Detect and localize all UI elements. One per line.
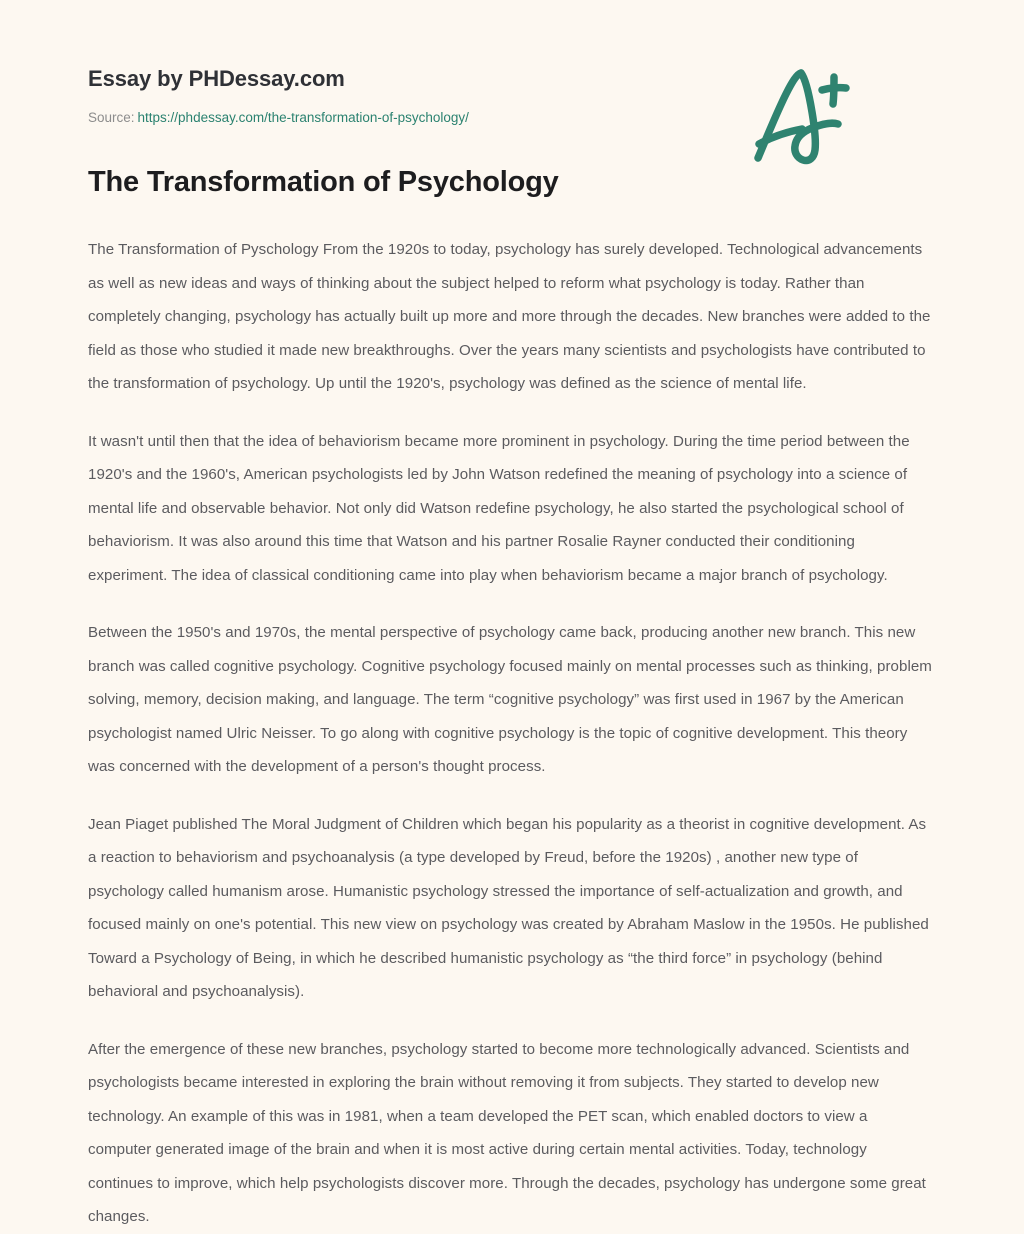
source-label: Source: — [88, 110, 135, 126]
paragraph: Jean Piaget published The Moral Judgment of Children which began his popularity as a theorist in cognitive development. As a reaction to behaviorism and psychoanalysis (a type developed by Freud, before the 1920s) , another new type of psychology called humanism arose. Humanistic psychology stressed the importance of self-actualization and growth, and focused mainly on one's potential. This new view on psychology was created by Abraham Maslow in the 1950s. He published Toward a Psychology of Being, in which he described humanistic psychology as “the third force” in psychology (behind behavioral and psychoanalysis). — [88, 815, 929, 1001]
brand-title: Essay by PHDessay.com — [88, 66, 345, 91]
article — [88, 166, 936, 1234]
paragraph: After the emergence of these new branches, psychology started to become more technologically advanced. Scientists and psychologists became interested in exploring the brain without removing it from subjects. They started to develop new technology. An example of this was in 1981, when a team developed the PET scan, which enabled doctors to view a computer generated image of the brain and when it is most active during certain mental activities. Today, technology continues to improve, which help psychologists discover more. Through the decades, psychology has undergone some great changes. — [88, 1040, 926, 1226]
source-url-link[interactable]: https://phdessay.com/the-transformation-of-psychology/ — [137, 110, 469, 126]
paragraph: The Transformation of Pyschology From the 1920s to today, psychology has surely developed. Technological advancements as well as new ideas and ways of thinking about the subject helped to reform what psychology is today. Rather than completely changing, psychology has actually built up more and more through the decades. New branches were added to the field as those who studied it made new breakthroughs. Over the years many scientists and psychologists have contributed to the transformation of psychology. Up until the 1920's, psychology was defined as the science of mental life. — [88, 241, 931, 393]
paragraph: It wasn't until then that the idea of behaviorism became more prominent in psychology. During the time period between the 1920's and the 1960's, American psychologists led by John Watson redefined the meaning of psychology into a science of mental life and observable behavior. Not only did Watson redefine psychology, he also started the psychological school of behaviorism. It was also around this time that Watson and his partner Rosalie Rayner conducted their conditioning experiment. The idea of classical conditioning came into play when behaviorism became a major branch of psychology. — [88, 432, 910, 584]
page-title: The Transformation of Psychology — [88, 166, 559, 198]
source-line — [88, 110, 936, 126]
page-header — [88, 0, 936, 126]
paragraph: Between the 1950's and 1970s, the mental perspective of psychology came back, producing another new branch. This new branch was called cognitive psychology. Cognitive psychology focused mainly on mental processes such as thinking, problem solving, memory, decision making, and language. The term “cognitive psychology” was first used in 1967 by the American psychologist named Ulric Neisser. To go along with cognitive psychology is the topic of cognitive development. This theory was concerned with the development of a person's thought process. — [88, 624, 932, 776]
